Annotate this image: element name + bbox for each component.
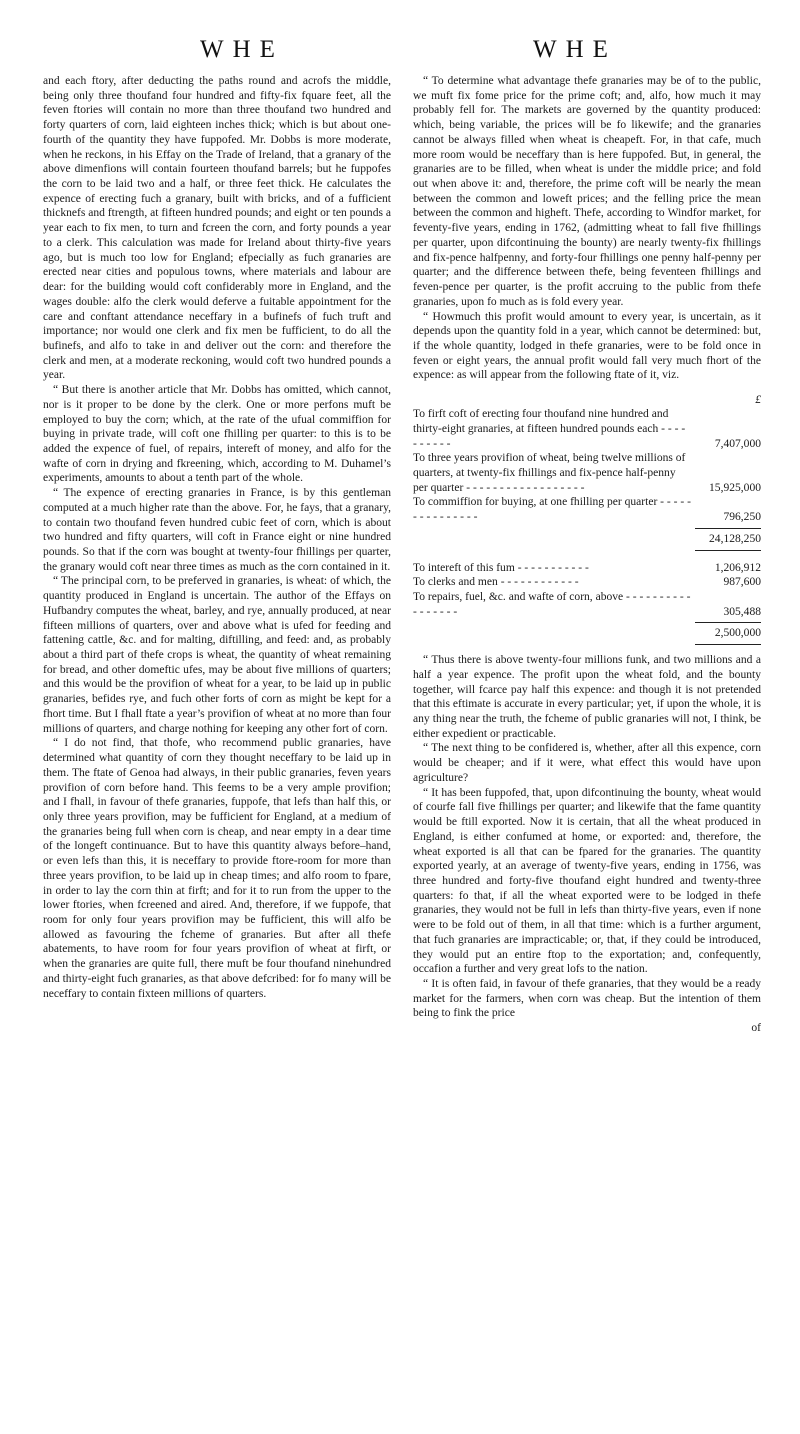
paragraph: “ But there is another article that Mr. Dobbs has omitted, which cannot, nor is it proper to be done by the clerk. One or more perfons muft be employed to buy the corn; which, at the rate of the ufual commiffion for buying in private trade, will coft one fhilling per quarter: to this is to be added the expence of fuel, of repairs, intereft of money, and alfo for the wafte of corn in drying and fkreening, which, according to M. Duhamel’s experiments, amounts to about a tenth part of the whole. — [43, 384, 391, 485]
expense-account-table — [413, 393, 761, 550]
account-amount: 987,600 — [723, 576, 761, 589]
sum-rule — [695, 550, 761, 551]
account-row — [413, 451, 761, 495]
account-amount: 1,206,912 — [714, 561, 761, 574]
paragraph: “ The next thing to be confidered is, whether, after all this expence, corn would be cheaper; and if it were, what effect this would have upon agriculture? — [413, 742, 761, 784]
account-label: To repairs, fuel, &c. and wafte of corn, above - - - - - - - - - - - - - - - - - — [413, 591, 691, 618]
right-column — [413, 74, 761, 1036]
paragraph: “ To determine what advantage thefe granaries may be of to the public, we muft fix fome price for the prime coft; and, alfo, how much it may probably fell for. The markets are governed by the quantity produced: which, being variable, the prices will be fo likewife; and the granaries cannot be always filled when wheat is cheapeft. For, in that cafe, much more room would be neceffary than is here fuppofed. But, in general, the granaries are to be filled, when wheat is under the middle price; and fold out when above it: and, therefore, the prime coft will be nearly the mean between the common and loweft prices; and the felling price the mean between the common and higheft. Thefe, according to Windfor market, for feventy-five years, ending in 1762, (admitting wheat to fall five fhillings per quarter, upon difcontinuing the bounty) are nearly twenty-fix fhillings and fix-pence halfpenny, and forty-four fhillings one penny half-penny per quarter; and the difference between thefe, being feventeen fhillings and feven-pence per quarter, is the profit accruing to the public from thefe granaries, upon fo much as is fold every year. — [413, 75, 761, 308]
account-row — [413, 561, 761, 576]
sum-rule — [695, 644, 761, 645]
paragraph: “ It has been fuppofed, that, upon difcontinuing the bounty, wheat would of courfe fall five fhillings per quarter; and likewife that the fame quantity would be ftill exported. Now it is certain, that all the wheat produced in England, is either confumed at home, or exported: and, therefore, the wheat exported is all that can be fpared for the granaries. The quantity exported yearly, at an average of twenty-five years, ending in 1756, was three hundred and forty-five thoufand eight hundred and twenty-three quarters: fo that, if all the wheat exported were to be lodged in thefe granaries, they would not be full in lefs than thirty-five years, even if none were to be fold out of them, in all that time: which is a further argument, that fuch granaries are impracticable; or, that, if they could be introduced, they would put an entire ftop to the exportation; and, confequently, occafion a further and very great lofs to the nation. — [413, 786, 761, 976]
page-header — [0, 36, 800, 66]
catchword: of — [751, 1022, 761, 1035]
left-column — [43, 74, 391, 1001]
running-head-left: WHE — [200, 36, 284, 63]
annual-expense-table — [413, 561, 761, 646]
paragraph: “ Thus there is above twenty-four millions funk, and two millions and a half a year expence. The profit upon the wheat fold, and the bounty together, will fcarce pay half this expence: and though it is not pretended that this eftimate is accurate in every particular; yet, if upon the whole, it is any thing near the truth, the fcheme of public granaries will not, I think, be either expedient or practicable. — [413, 654, 761, 740]
account-label: To three years provifion of wheat, being twelve millions of quarters, at twenty-fix fhillings and fix-pence half-penny per quarter - - - - - - - - - - - - - - - - - - — [413, 452, 686, 494]
sum-rule — [695, 622, 761, 623]
running-head-right: WHE — [533, 36, 617, 63]
account-label: To intereft of this fum - - - - - - - - - - - — [413, 561, 589, 574]
account-total: 2,500,000 — [714, 627, 761, 640]
account-amount: 796,250 — [723, 511, 761, 524]
account-label: To clerks and men - - - - - - - - - - - - — [413, 576, 579, 589]
sum-rule — [695, 528, 761, 529]
account-row — [413, 495, 761, 524]
account-total: 24,128,250 — [709, 532, 761, 545]
account-label: To commiffion for buying, at one fhilling per quarter - - - - - - - - - - - - - - - — [413, 496, 691, 524]
paragraph: “ The expence of erecting granaries in France, is by this gentleman computed at a much higher rate than the above. For, he fays, that a granary, to contain two thoufand feven hundred cubic feet of corn, which is about two hundred and fifty quarters, will coft in France eight or nine hundred pounds. So that if the corn was bought at twenty-four fhillings per quarter, the granary would coft near three times as much as the corn contained in it. — [43, 487, 391, 573]
account-row — [413, 575, 761, 590]
account-amount: 7,407,000 — [714, 437, 761, 450]
account-label: To firft coft of erecting four thoufand nine hundred and thirty-eight granaries, at fifteen hundred pounds each - - - - - - - - - - — [413, 408, 686, 450]
paragraph: “ I do not find, that thofe, who recommend public granaries, have determined what quantity of corn they thought neceffary to be laid up in them. The ftate of Genoa had always, in their public granaries, feven years provifion of corn before hand. This feems to be a very ample provifion; and I fhall, in favour of thefe granaries, fuppofe, that lefs than half this, or only three years provifion, may be fufficient for England, at a medium of the granaries being full when corn is cheap, and near empty in a dear time of the longeft continuance. But to have this quantity always before–hand, or even lefs than this, it is neceffary to provide ftore-room for more than three years provifion, to be laid up in cheap times; and alfo room to fpare, in order to lay the corn thin at firft; and for it to run from the upper to the lower ftories, when fcreened and aired. And, therefore, if we fuppofe, that room for only four years provifion may be fufficient, this will alfo be allowed as favouring the fcheme of granaries. But after all thefe abatements, to have room for four years provifion of wheat at firft, or when the granaries are quite full, there muft be four thoufand ninehundred and thirty-eight fuch granaries, as that above defcribed: for fo many will be neceffary to contain fixteen millions of quarters. — [43, 737, 391, 1000]
account-row — [413, 407, 761, 451]
paragraph: and each ftory, after deducting the paths round and acrofs the middle, being only three thoufand four hundred and fifty-fix fquare feet, all the feven ftories will contain no more than three thoufand two hundred and forty quarters of corn, laid eighteen inches thick; which is but about one-fourth of the quantity they have fuppofed. Mr. Dobbs is more moderate, when he reckons, in his Effay on the Trade of Ireland, that a granary of the above dimenfions will contain fourteen thoufand barrels; but he fuppofes the corn to be laid two and a half, or three feet thick. He calculates the expence of erecting fuch a granary, built with bricks, and of a fufficient thicknefs and ftrength, at fifteen hundred pounds; and eight or ten pounds a year each to fix men, to turn and fcreen the corn, and forty pounds a year to a clerk. This calculation was made for Ireland about thirty-five years ago, but is much too low for England; efpecially as fuch granaries are erected near cities and populous towns, where materials and labour are dear: for the building would coft confiderably more in England, and the wages double: alfo the clerk would deferve a fuitable appointment for the care and conftant attendance neceffary in a bufinefs of fuch truft and importance; nor would one clerk and fix men be fufficient, to do all the bufinefs, and alfo to take in and deliver out the corn: and therefore the clerk and men, at a moderate reckoning, would coft two hundred pounds a year. — [43, 75, 391, 382]
paragraph: “ The principal corn, to be preferved in granaries, is wheat: of which, the quantity produced in England is uncertain. The author of the Effays on Hufbandry computes the wheat, barley, and rye, annually produced, at near fifteen millions of quarters, over and above what is ufed for feeding and fattening cattle, &c. and for malting, diftilling, and feed: and, as probably about a third part of thefe crops is wheat, the quantity of wheat remaining for bread, and other domeftic ufes, may be about five millions of quarters; and this would be the provifion of wheat for a year, to be laid up in public granaries, befides rye, and fuch other forts of corn as might be kept for a fhort time. But I fhall ftate a year’s provifion of wheat at no more than four millions of quarters, and charge nothing for keeping any other fort of corn. — [43, 575, 391, 735]
paragraph: “ It is often faid, in favour of thefe granaries, that they would be a ready market for the farmers, when corn was cheap. But the intention of them being to fink the price — [413, 977, 761, 1020]
account-amount: 15,925,000 — [709, 481, 761, 494]
account-amount: 305,488 — [723, 605, 761, 618]
currency-symbol: £ — [755, 394, 761, 407]
account-row — [413, 590, 761, 619]
paragraph: “ Howmuch this profit would amount to every year, is uncertain, as it depends upon the quantity fold in a year, which cannot be determined: but, if the whole quantity, lodged in thefe granaries, were to be fold once in feven or eight years, the annual profit would fall very much fhort of the expence: as will appear from the following ftate of it, viz. — [413, 310, 761, 382]
